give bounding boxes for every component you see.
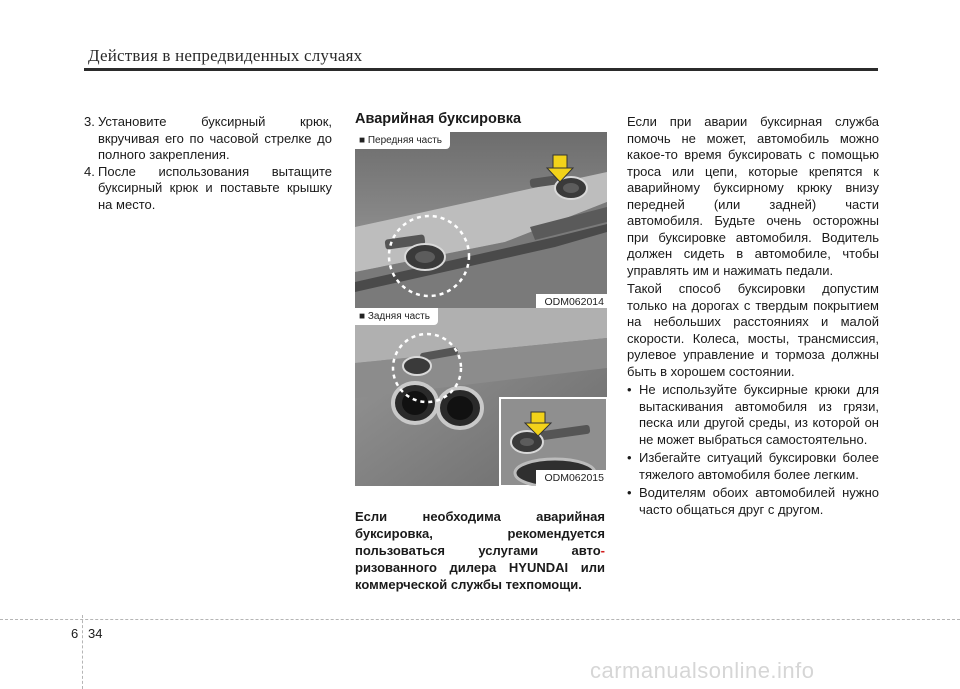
rear-tow-hook-figure: [355, 308, 607, 486]
list-item: [627, 382, 879, 448]
bullet-text: Водителям обоих автомобилей нужно часто общаться друг с другом.: [639, 485, 879, 517]
bullet-icon: •: [627, 450, 632, 465]
bullet-text: Не используйте буксирные крюки для вытаскивания автомобиля из грязи, песка или другой среды, из которой он не может выбраться самостоятельно.: [639, 382, 879, 447]
page-number: 34: [88, 626, 103, 641]
rear-bumper-illustration: [355, 308, 607, 486]
header-rule: [84, 68, 878, 71]
step-number: 3.: [84, 114, 95, 129]
footer-divider: [0, 619, 960, 620]
figure-code: ODM062014: [536, 294, 607, 310]
footer-vertical-divider: [82, 615, 83, 689]
list-item: [627, 450, 879, 483]
chapter-number: 6: [71, 626, 79, 641]
front-tow-hook-figure: [355, 132, 607, 310]
bullet-icon: •: [627, 485, 632, 500]
step-text: После использования вытащите буксирный крюк и поставьте крышку на место.: [98, 163, 332, 212]
body-paragraph: Такой способ буксировки допустим только на дорогах с твердым покрытием на небольших расстояниях и малой скорости. Колеса, мосты, трансмиссия, рулевое управление и тормоза должны быть в хорошем состоянии.: [627, 281, 879, 379]
figure-label: ■ Передняя часть: [355, 132, 450, 149]
right-column: [627, 114, 879, 518]
section-header-title: Действия в непредвиденных случаях: [88, 46, 363, 65]
step-number: 4.: [84, 163, 95, 179]
emergency-towing-recommendation: [355, 508, 605, 593]
bullet-icon: •: [627, 382, 632, 397]
recommendation-text-part2: ризованного дилера HYUNDAI или коммерческой службы техпомощи.: [355, 560, 605, 592]
step-text: Установите буксирный крюк, вкручивая его по часовой стрелке до полного закрепления.: [98, 114, 332, 162]
step-item: [84, 114, 332, 164]
figure-code: ODM062015: [536, 470, 607, 486]
section-heading: Аварийная буксировка: [355, 111, 522, 127]
bullet-text: Избегайте ситуаций буксировки более тяжелого автомобиля более легким.: [639, 450, 879, 482]
left-column: [84, 114, 332, 213]
hyphen-mark: -: [600, 543, 605, 558]
body-paragraph: Если при аварии буксирная служба помочь не может, автомобиль можно какое-то время буксировать с помощью троса или цепи, которые крепятся к аварийному буксирному крюку внизу передней (или задней) части автомобиля. Будьте очень осторожны при буксировке автомобиля. Водитель должен сидеть в автомобиле, чтобы управлять им и нажимать педали.: [627, 114, 879, 278]
step-item: [84, 164, 332, 214]
watermark: carmanualsonline.info: [590, 658, 815, 683]
list-item: [627, 485, 879, 518]
recommendation-text-part1: Если необходима аварийная буксировка, рекомендуется пользоваться услугами авто: [355, 509, 605, 558]
figure-label: ■ Задняя часть: [355, 308, 438, 325]
front-bumper-illustration: [355, 132, 607, 310]
